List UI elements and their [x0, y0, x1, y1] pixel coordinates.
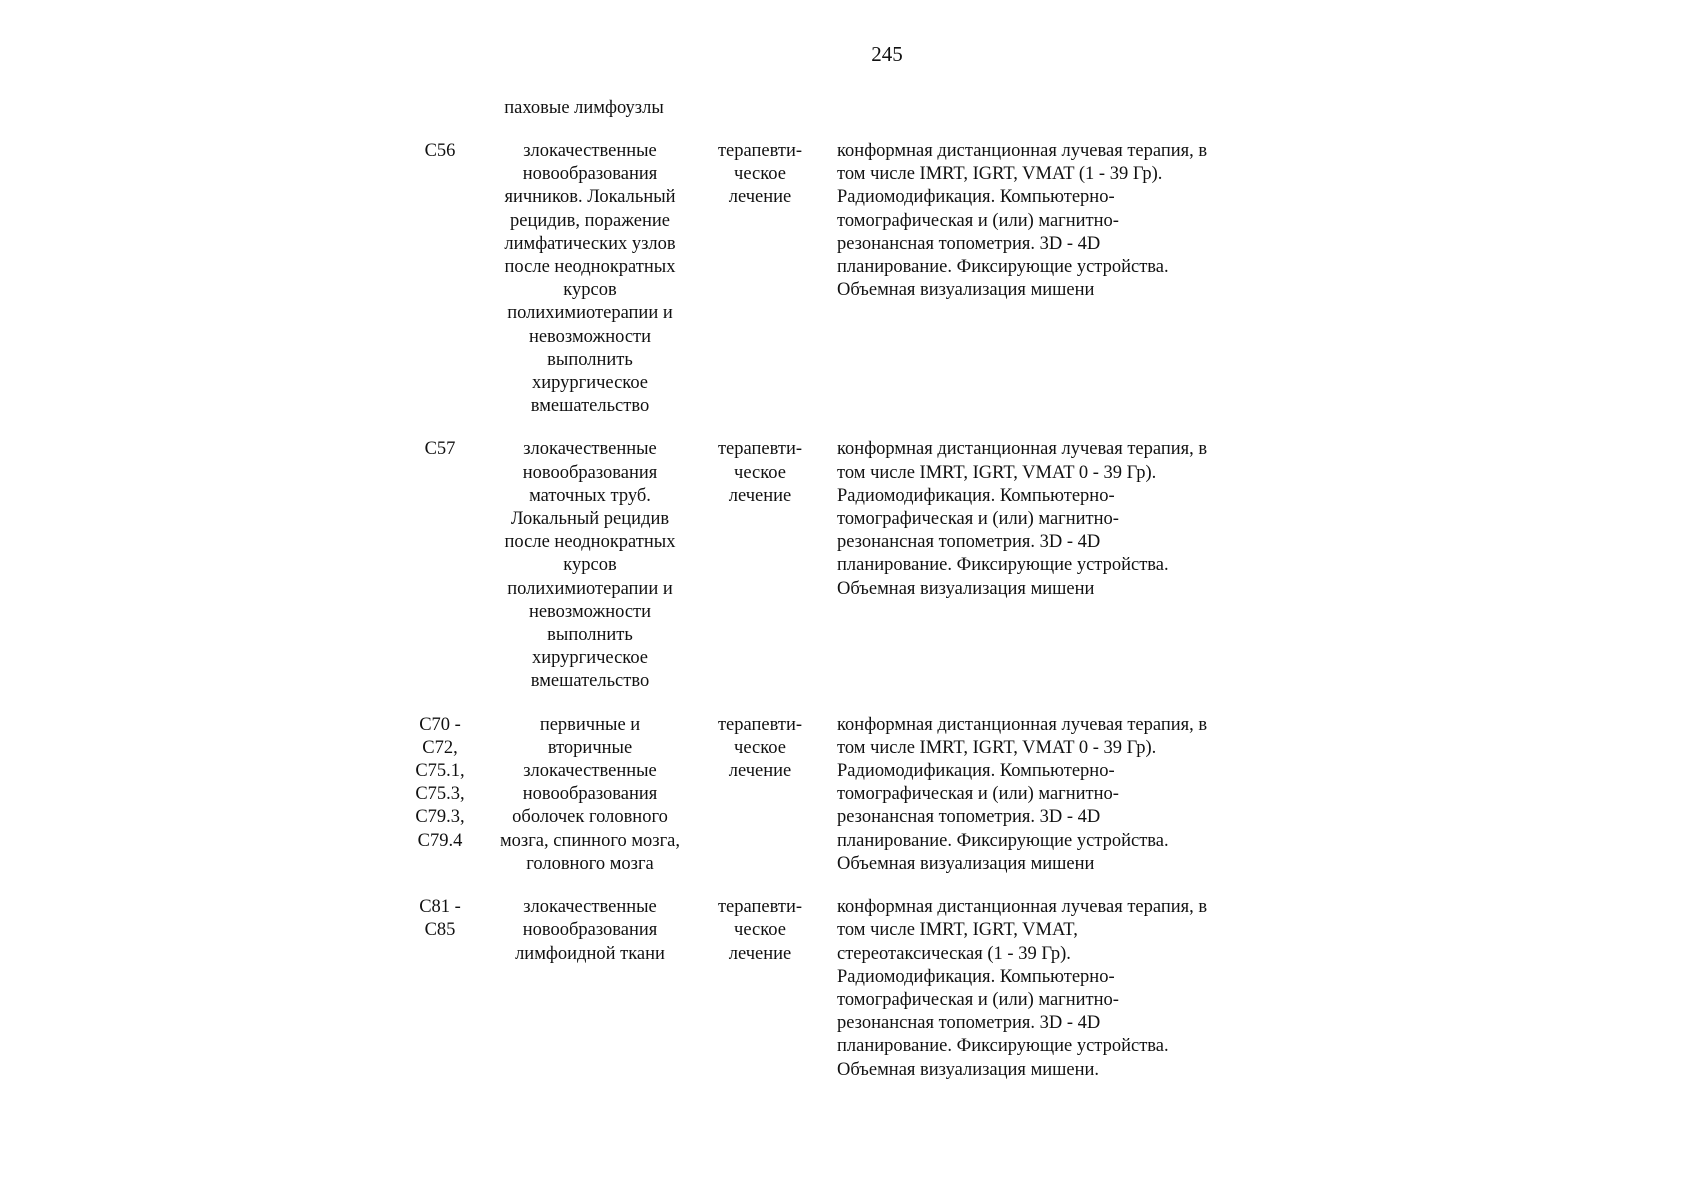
treatment-type: терапевти- ческое лечение — [717, 439, 803, 506]
code-cell — [395, 896, 485, 1102]
table-row — [395, 140, 1277, 438]
method-cell — [825, 438, 1277, 713]
code-cell — [395, 714, 485, 896]
icd-code: C56 — [424, 141, 456, 161]
treatment-type-cell — [695, 714, 825, 896]
disease-cell — [485, 896, 695, 1102]
icd-code: C81 - C85 — [419, 897, 461, 941]
continuation-text: паховые лимфоузлы — [504, 98, 664, 118]
treatment-type: терапевти- ческое лечение — [717, 141, 803, 208]
treatment-type-cell — [695, 438, 825, 713]
disease-description: злокачественные новообразования яичников. Локальный рецидив, поражение лимфатических узлов после неоднократных курсов полихимиотерапии и невозможности выполнить хирургическое вмешательство — [504, 141, 676, 417]
disease-cell — [485, 438, 695, 713]
disease-description: первичные и вторичные злокачественные новообразования оболочек головного мозга, спинного мозга, головного мозга — [499, 714, 681, 874]
treatment-type-cell — [695, 140, 825, 438]
method-cell — [825, 896, 1277, 1102]
table-row — [395, 714, 1277, 896]
table-row — [395, 438, 1277, 713]
treatment-type: терапевти- ческое лечение — [717, 714, 803, 782]
disease-description: злокачественные новообразования лимфоидной ткани — [515, 897, 665, 964]
icd-code: C70 - C72, C75.1, C75.3, C79.3, C79.4 — [415, 714, 465, 851]
treatment-method: конформная дистанционная лучевая терапия, в том числе IMRT, IGRT, VMAT, стереотаксическая (1 - 39 Гр). Радиомодификация. Компьютерно- томографическая и (или) магнитно- резонансная топометрия. 3D - 4D планирование. Фиксирующие устройства. Объемная визуализация мишени. — [837, 897, 1208, 1080]
code-cell — [395, 140, 485, 438]
method-cell — [825, 140, 1277, 438]
disease-cell — [485, 714, 695, 896]
treatment-type-cell — [695, 896, 825, 1102]
method-cell — [825, 714, 1277, 896]
treatment-method: конформная дистанционная лучевая терапия, в том числе IMRT, IGRT, VMAT 0 - 39 Гр). Радиомодификация. Компьютерно- томографическая и (или) магнитно- резонансная топометрия. 3D - 4D планирование. Фиксирующие устройства. Объемная визуализация мишени — [837, 714, 1208, 874]
disease-description: злокачественные новообразования маточных труб. Локальный рецидив после неоднократных курсов полихимиотерапии и невозможности выполнить хирургическое вмешательство — [504, 439, 676, 692]
disease-cell — [485, 140, 695, 438]
treatment-method: конформная дистанционная лучевая терапия, в том числе IMRT, IGRT, VMAT 0 - 39 Гр). Радиомодификация. Компьютерно- томографическая и (или) магнитно- резонансная топометрия. 3D - 4D планирование. Фиксирующие устройства. Объемная визуализация мишени — [837, 439, 1208, 599]
treatment-method: конформная дистанционная лучевая терапия, в том числе IMRT, IGRT, VMAT (1 - 39 Гр). Радиомодификация. Компьютерно- томографическая и (или) магнитно- резонансная топометрия. 3D - 4D планирование. Фиксирующие устройства. Объемная визуализация мишени — [837, 141, 1208, 301]
code-cell — [395, 438, 485, 713]
icd-code: C57 — [424, 439, 456, 460]
page-number: 245 — [871, 42, 903, 66]
treatment-type: терапевти- ческое лечение — [717, 897, 803, 964]
treatment-table — [395, 140, 1277, 1102]
table-row — [395, 896, 1277, 1102]
